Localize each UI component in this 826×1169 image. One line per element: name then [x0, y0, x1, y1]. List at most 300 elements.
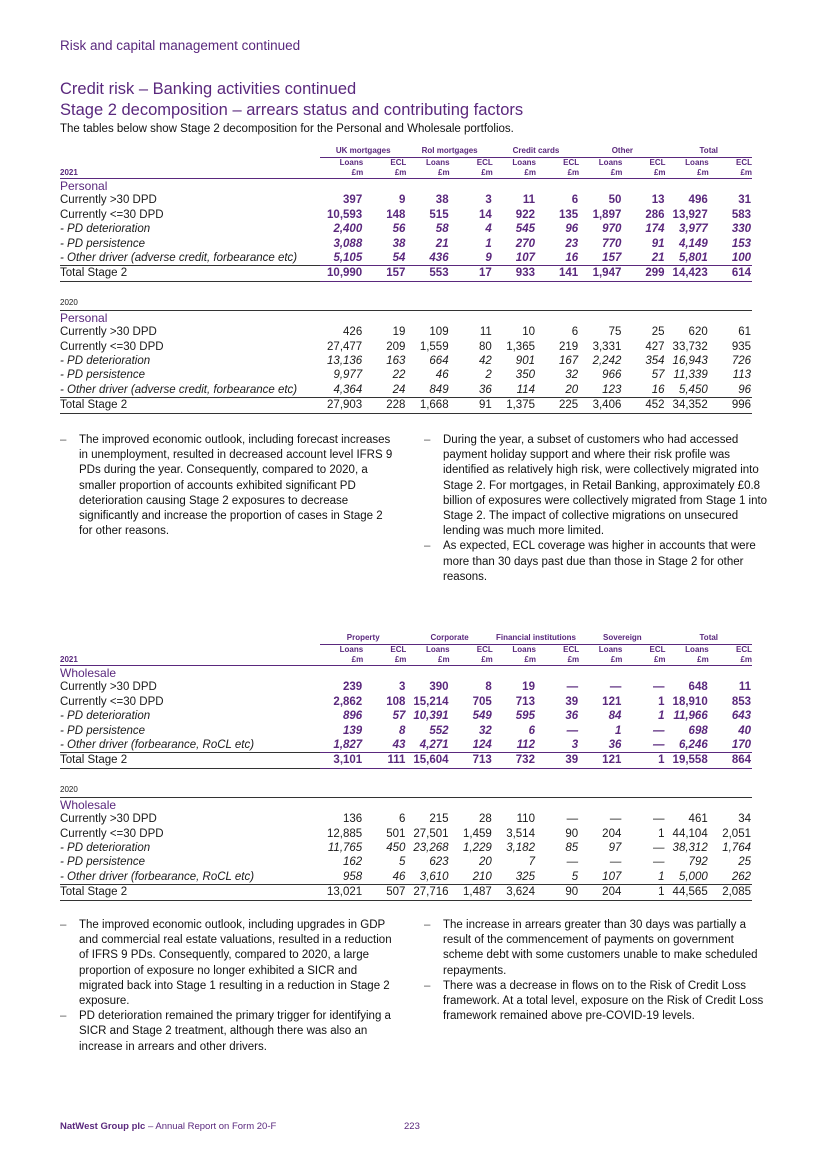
value-cell: 21 — [651, 252, 665, 265]
value-cell: 108 — [386, 695, 406, 708]
value-cell: 3,624 — [493, 885, 536, 900]
value-cell: 553 — [406, 266, 449, 281]
row-label: - PD deterioration — [60, 842, 151, 855]
ecl-header: ECL — [390, 158, 407, 167]
value-cell: 1,668 — [406, 398, 449, 413]
value-cell: — — [609, 813, 622, 826]
table-row — [60, 208, 752, 222]
column-group-header: Corporate — [406, 632, 492, 645]
value-cell: 157 — [602, 252, 622, 265]
value-cell: 10,990 — [320, 266, 363, 281]
value-cell: 141 — [536, 266, 579, 281]
value-cell: 970 — [602, 223, 622, 236]
value-cell: 1 — [658, 870, 665, 883]
section-heading: Credit risk – Banking activities continued — [60, 80, 357, 98]
value-cell: 1,487 — [450, 885, 493, 900]
value-cell: 75 — [608, 326, 622, 339]
value-cell: 204 — [579, 885, 622, 900]
value-cell: 354 — [645, 355, 665, 368]
wholesale-notes-left — [60, 918, 396, 1055]
value-cell: 397 — [343, 194, 363, 207]
value-cell: 5,801 — [678, 252, 708, 265]
value-cell: — — [653, 813, 665, 826]
value-cell: — — [653, 739, 665, 752]
table-row — [60, 680, 752, 694]
loans-header: Loans — [598, 158, 623, 167]
unit-label: £m — [666, 655, 709, 666]
corner-cell — [60, 632, 320, 645]
loans-header: Loans — [426, 158, 450, 167]
dash-bullet-icon: – — [424, 434, 431, 446]
value-cell: 11,966 — [673, 710, 708, 723]
row-label: - PD deterioration — [60, 710, 151, 723]
table-row — [60, 827, 752, 841]
value-cell: 38,312 — [672, 842, 708, 855]
unit-label: £m — [406, 655, 449, 666]
value-cell: 5,105 — [333, 252, 363, 265]
value-cell: 10 — [522, 326, 535, 339]
section-label: Wholesale — [60, 666, 117, 680]
value-cell: 107 — [602, 870, 622, 883]
value-cell: 2,085 — [709, 885, 752, 900]
value-cell: 85 — [565, 842, 579, 855]
value-cell: 620 — [688, 326, 708, 339]
value-cell: 153 — [731, 237, 751, 250]
value-cell: 204 — [602, 827, 622, 840]
value-cell: 107 — [515, 252, 535, 265]
value-cell: 3,088 — [333, 237, 363, 250]
row-label: - PD deterioration — [60, 355, 151, 368]
table-row — [60, 870, 752, 885]
value-cell: 507 — [363, 885, 406, 900]
unit-label: £m — [579, 168, 622, 179]
page-number: 223 — [404, 1121, 420, 1132]
year-label: 2020 — [60, 296, 752, 311]
value-cell: 27,477 — [327, 340, 363, 353]
value-cell: 21 — [435, 237, 449, 250]
value-cell: 713 — [450, 753, 493, 768]
table-row — [60, 222, 752, 236]
unit-label: £m — [666, 168, 709, 179]
dash-bullet-icon: – — [424, 979, 431, 992]
value-cell: 8 — [485, 681, 492, 694]
unit-row — [60, 655, 752, 666]
value-cell: 25 — [651, 326, 665, 339]
table-row — [60, 354, 752, 368]
table-row — [60, 753, 752, 768]
value-cell: 44,565 — [666, 885, 709, 900]
value-cell: 1 — [614, 724, 622, 737]
value-cell: 32 — [478, 724, 492, 737]
value-cell: 25 — [738, 856, 751, 869]
value-cell: 123 — [602, 383, 622, 396]
value-cell: 33,732 — [672, 340, 708, 353]
row-label: - Other driver (adverse credit, forbearance etc) — [60, 383, 298, 396]
value-cell: 3,406 — [579, 398, 622, 413]
unit-label: £m — [493, 168, 536, 179]
ecl-header: ECL — [736, 645, 752, 654]
value-cell: 4,364 — [333, 383, 363, 396]
value-cell: 5,450 — [678, 383, 708, 396]
value-cell: 8 — [398, 724, 406, 737]
dash-bullet-icon: – — [424, 919, 431, 931]
row-label: Currently >30 DPD — [60, 194, 157, 207]
value-cell: 36 — [565, 710, 579, 723]
value-cell: 1 — [658, 695, 665, 708]
value-cell: 136 — [343, 813, 363, 826]
row-label: Currently <=30 DPD — [60, 340, 164, 353]
value-cell: 13 — [651, 194, 665, 207]
value-cell: 162 — [343, 856, 363, 869]
value-cell: 163 — [386, 355, 406, 368]
value-cell: 623 — [429, 856, 449, 869]
value-cell: 515 — [429, 208, 449, 221]
value-cell: 11 — [738, 681, 751, 694]
column-group-header: Total — [666, 145, 752, 158]
value-cell: 595 — [515, 710, 535, 723]
value-cell: 15,214 — [413, 695, 449, 708]
row-label: - PD persistence — [60, 237, 146, 250]
value-cell: 12,885 — [327, 827, 363, 840]
value-cell: 3 — [485, 194, 492, 207]
value-cell: 209 — [386, 340, 406, 353]
value-cell: 286 — [645, 208, 665, 221]
ecl-header: ECL — [649, 645, 666, 654]
value-cell: — — [653, 681, 665, 694]
value-cell: 15,604 — [406, 753, 449, 768]
bullet-text: During the year, a subset of customers who had accessed payment holiday support and where their risk profile was identified as relatively high risk, were collectively migrated into Stage 2. For mortgages, in Retail Banking, approximately £0.8 billion of exposures were collectively migrated from Stage 1 into Stage 2. The impact of collective migrations on unsecured lending was much more limited. — [443, 434, 768, 538]
value-cell: 770 — [602, 237, 622, 250]
value-cell: 9 — [485, 252, 492, 265]
value-cell: 648 — [688, 681, 708, 694]
bullet-item — [424, 539, 769, 585]
value-cell: 100 — [731, 252, 751, 265]
table-row — [60, 709, 752, 723]
value-cell: 643 — [731, 710, 751, 723]
value-cell: 2,051 — [722, 827, 751, 840]
column-group-header: RoI mortgages — [406, 145, 492, 158]
value-cell: 16 — [565, 252, 579, 265]
prior-year-row — [60, 783, 752, 798]
value-cell: 36 — [479, 383, 492, 396]
value-cell: 225 — [536, 398, 579, 413]
section-row — [60, 310, 752, 325]
value-cell: 135 — [558, 208, 579, 221]
footer-report-title: – Annual Report on Form 20-F — [145, 1121, 277, 1132]
value-cell: — — [566, 724, 579, 737]
bullet-item — [60, 1009, 396, 1055]
unit-label: £m — [363, 168, 406, 179]
value-cell: 1 — [622, 753, 665, 768]
value-cell: 325 — [515, 870, 535, 883]
value-cell: 27,501 — [413, 827, 449, 840]
value-cell: 935 — [731, 340, 751, 353]
value-cell: 54 — [392, 252, 406, 265]
unit-label: £m — [709, 655, 752, 666]
value-cell: 27,903 — [320, 398, 363, 413]
value-cell: 13,927 — [672, 208, 708, 221]
value-cell: 6 — [398, 813, 406, 826]
bullet-text: As expected, ECL coverage was higher in accounts that were more than 30 days past due than those in Stage 2 for other reasons. — [443, 540, 756, 583]
personal-stage2-table — [60, 145, 752, 414]
value-cell: 853 — [731, 695, 751, 708]
value-cell: 16,943 — [672, 355, 708, 368]
value-cell: 121 — [602, 695, 622, 708]
table-row — [60, 855, 752, 869]
value-cell: 114 — [516, 383, 535, 396]
value-cell: 6 — [528, 724, 535, 737]
value-cell: 698 — [688, 724, 708, 737]
value-cell: 350 — [515, 369, 535, 382]
value-cell: 966 — [602, 369, 622, 382]
value-cell: 496 — [688, 194, 708, 207]
value-cell: 22 — [392, 369, 406, 382]
value-cell: 84 — [608, 710, 622, 723]
loans-header: Loans — [426, 645, 450, 654]
value-cell: 50 — [608, 194, 622, 207]
value-cell: 11,765 — [327, 842, 363, 855]
column-group-header: Other — [579, 145, 665, 158]
value-cell: 239 — [343, 681, 363, 694]
table-row — [60, 193, 752, 207]
loans-header: Loans — [512, 645, 536, 654]
bullet-item — [60, 433, 396, 539]
table-row — [60, 340, 752, 354]
value-cell: 14,423 — [666, 266, 709, 281]
ecl-header: ECL — [736, 158, 752, 167]
value-cell: — — [609, 681, 622, 694]
value-cell: — — [566, 813, 579, 826]
value-cell: 5,000 — [678, 870, 708, 883]
value-cell: 121 — [579, 753, 622, 768]
value-cell: 1,764 — [722, 842, 751, 855]
value-cell: 46 — [435, 369, 449, 382]
value-cell: 1,375 — [493, 398, 536, 413]
group-header-row — [60, 632, 752, 645]
dash-bullet-icon: – — [424, 540, 431, 553]
unit-label: £m — [579, 655, 622, 666]
value-cell: — — [653, 842, 665, 855]
table-row — [60, 251, 752, 266]
table-row — [60, 885, 752, 900]
value-cell: 1,459 — [463, 827, 492, 840]
table-row — [60, 368, 752, 382]
value-cell: 210 — [472, 870, 492, 883]
value-cell: 3,514 — [506, 827, 535, 840]
value-cell: 61 — [738, 326, 751, 339]
value-cell: 501 — [386, 827, 406, 840]
value-cell: 36 — [608, 739, 622, 752]
value-cell: 2,400 — [333, 223, 363, 236]
spacer-row — [60, 281, 752, 296]
value-cell: 228 — [363, 398, 406, 413]
section-row — [60, 666, 752, 681]
value-cell: 24 — [392, 383, 406, 396]
ecl-header: ECL — [563, 158, 580, 167]
value-cell: 3,977 — [678, 223, 708, 236]
value-cell: 5 — [398, 856, 406, 869]
value-cell: 3 — [398, 681, 406, 694]
value-cell: 18,910 — [672, 695, 708, 708]
value-cell: 97 — [608, 842, 622, 855]
value-cell: 46 — [392, 870, 406, 883]
bullet-item — [424, 433, 769, 539]
value-cell: 28 — [478, 813, 492, 826]
value-cell: 91 — [450, 398, 493, 413]
value-cell: 4 — [485, 223, 492, 236]
value-cell: 34,352 — [666, 398, 709, 413]
value-cell: 38 — [435, 194, 449, 207]
value-cell: 23 — [565, 237, 579, 250]
bullet-text: There was a decrease in flows on to the Risk of Credit Loss framework. At a total level, exposure on the Risk of Credit Loss framework remained above pre-COVID-19 levels. — [443, 979, 764, 1023]
value-cell: 27,716 — [406, 885, 449, 900]
row-label: Total Stage 2 — [60, 266, 320, 281]
value-cell: 2,242 — [592, 355, 622, 368]
value-cell: 713 — [515, 695, 535, 708]
column-group-header: Credit cards — [493, 145, 579, 158]
value-cell: 792 — [688, 856, 708, 869]
row-label: Currently <=30 DPD — [60, 208, 164, 221]
value-cell: 901 — [515, 355, 535, 368]
value-cell: 450 — [386, 842, 406, 855]
column-group-header: Sovereign — [579, 632, 665, 645]
value-cell: 1 — [622, 885, 665, 900]
prior-year-row — [60, 296, 752, 311]
unit-label: £m — [709, 168, 752, 179]
row-label: Currently >30 DPD — [60, 326, 157, 339]
year-label: 2020 — [60, 783, 752, 798]
value-cell: 139 — [343, 724, 363, 737]
column-group-header: Total — [666, 632, 752, 645]
unit-label: £m — [450, 655, 493, 666]
page-footer — [60, 1121, 420, 1132]
table-row — [60, 841, 752, 855]
value-cell: 705 — [472, 695, 492, 708]
spacer-cell — [60, 281, 752, 296]
corner-cell — [60, 145, 320, 158]
year-label: 2021 — [60, 655, 320, 666]
value-cell: — — [653, 724, 665, 737]
value-cell: 1,559 — [419, 340, 449, 353]
value-cell: 3,101 — [320, 753, 363, 768]
value-cell: 330 — [731, 223, 751, 236]
row-label: - Other driver (forbearance, RoCL etc) — [60, 739, 255, 752]
unit-label: £m — [622, 655, 665, 666]
value-cell: 3,182 — [506, 842, 535, 855]
value-cell: 552 — [429, 724, 449, 737]
value-cell: 996 — [709, 398, 752, 413]
value-cell: 7 — [528, 856, 535, 869]
ecl-header: ECL — [476, 158, 493, 167]
section-label: Personal — [60, 310, 108, 325]
value-cell: 726 — [731, 355, 751, 368]
value-cell: 57 — [392, 710, 406, 723]
value-cell: 14 — [479, 208, 492, 221]
value-cell: 1,897 — [592, 208, 622, 221]
value-cell: 91 — [651, 237, 665, 250]
loans-header: Loans — [339, 645, 364, 654]
value-cell: 461 — [688, 813, 708, 826]
unit-label: £m — [536, 168, 579, 179]
value-cell: 6 — [571, 326, 579, 339]
value-cell: — — [566, 681, 579, 694]
value-cell: 1 — [658, 710, 665, 723]
row-label: Total Stage 2 — [60, 398, 320, 413]
value-cell: 922 — [515, 208, 535, 221]
spacer-row — [60, 768, 752, 783]
table-row — [60, 398, 752, 413]
value-cell: 157 — [363, 266, 406, 281]
column-group-header: Financial institutions — [493, 632, 579, 645]
loans-header: Loans — [512, 158, 536, 167]
column-group-header: Property — [320, 632, 406, 645]
value-cell: 270 — [515, 237, 535, 250]
personal-notes-left — [60, 433, 396, 539]
bullet-text: PD deterioration remained the primary trigger for identifying a SICR and Stage 2 treatment, although there was also an increase in arrears and other drivers. — [79, 1010, 391, 1053]
value-cell: 2,862 — [333, 695, 363, 708]
value-cell: 10,391 — [413, 710, 449, 723]
value-cell: 215 — [429, 813, 449, 826]
value-cell: 6 — [571, 194, 579, 207]
ecl-header: ECL — [563, 645, 580, 654]
value-cell: 43 — [392, 739, 406, 752]
value-cell: 11,339 — [673, 369, 708, 382]
bullet-text: The increase in arrears greater than 30 days was partially a result of the commencement of payments on government scheme debt with some customers unable to make scheduled repayments. — [443, 919, 758, 977]
dash-bullet-icon: – — [60, 919, 67, 931]
ecl-header: ECL — [476, 645, 493, 654]
corner-cell — [60, 158, 320, 169]
value-cell: 170 — [731, 739, 751, 752]
value-cell: 664 — [429, 355, 449, 368]
value-cell: 426 — [343, 326, 363, 339]
section-row — [60, 179, 752, 194]
running-head: Risk and capital management continued — [60, 38, 301, 53]
column-group-header: UK mortgages — [320, 145, 406, 158]
ecl-header: ECL — [390, 645, 407, 654]
bullet-item — [424, 979, 769, 1025]
value-cell: 452 — [622, 398, 665, 413]
value-cell: 39 — [536, 753, 579, 768]
value-cell: 427 — [645, 340, 665, 353]
row-label: Currently >30 DPD — [60, 681, 157, 694]
value-cell: 17 — [450, 266, 493, 281]
subheader-row — [60, 158, 752, 169]
row-label: - PD deterioration — [60, 223, 151, 236]
value-cell: 20 — [565, 383, 579, 396]
value-cell: 1,365 — [506, 340, 535, 353]
value-cell: 38 — [392, 237, 406, 250]
value-cell: 96 — [565, 223, 579, 236]
value-cell: 39 — [565, 695, 579, 708]
value-cell: 111 — [363, 753, 406, 768]
row-label: Currently <=30 DPD — [60, 827, 164, 840]
table-row — [60, 266, 752, 281]
value-cell: 390 — [429, 681, 449, 694]
value-cell: 3 — [571, 739, 579, 752]
value-cell: 545 — [515, 223, 535, 236]
dash-bullet-icon: – — [60, 1010, 67, 1023]
bullet-text: The improved economic outlook, including forecast increases in unemployment, resulted in decreased account level IFRS 9 PDs during the year. Consequently, compared to 2020, a smaller proportion of accounts exhibited significant PD deterioration causing Stage 2 exposures to decrease significantly and increase the proportion of cases in Stage 2 for other reasons. — [79, 434, 393, 538]
value-cell: 96 — [738, 383, 751, 396]
value-cell: 124 — [472, 739, 492, 752]
unit-row — [60, 168, 752, 179]
row-label: - PD persistence — [60, 369, 146, 382]
unit-label: £m — [320, 655, 363, 666]
value-cell: 5 — [571, 870, 579, 883]
bullet-text: The improved economic outlook, including upgrades in GDP and commercial real estate valuations, resulted in a reduction of IFRS 9 PDs. Consequently, compared to 2020, a large proportion of exposure no longer exhibited a SICR and migrated back into Stage 1 resulting in a reduction in Stage 2 exposure. — [79, 919, 392, 1008]
value-cell: 32 — [565, 369, 579, 382]
value-cell: 3,331 — [592, 340, 622, 353]
